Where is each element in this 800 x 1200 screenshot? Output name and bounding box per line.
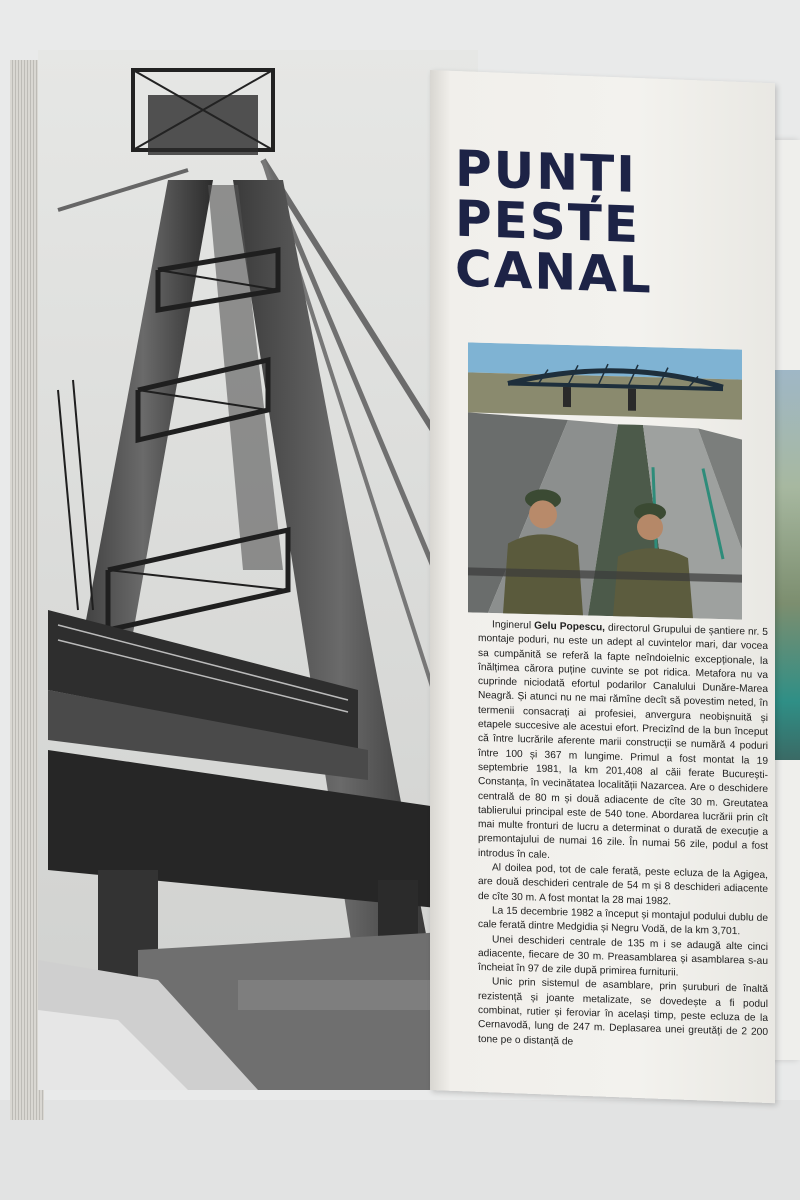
paragraph-1 (478, 618, 768, 869)
canal-lock-illustration (468, 342, 742, 619)
engineer-name: Gelu Popescu, (534, 620, 606, 634)
paragraph-5: Unic prin sistemul de asamblare, prin șuruburi de înaltă rezistență și joante metalizate, se dovedește a fi podul combinat, rutier și feroviar în același timp, peste ecluza de la Cernavodă, lung de 247 m. Deplasarea unei greutăți de 2 200 tone pe o distanță de (478, 976, 768, 1048)
article-title (455, 139, 705, 305)
title-line-1: PUNȚI (455, 139, 637, 204)
title-line-3: CANAL (455, 239, 653, 305)
paragraph-4: Unei deschideri centrale de 135 m i se adaugă alte cinci adiacente, fiecare de 30 m. Preasamblarea și asamblarea s-au încheiat în 97 de zile după primirea furniturii. (478, 933, 768, 979)
paragraph-1-text: directorul Grupului de șantiere nr. 5 montaje poduri, nu este un adept al cuvintelor mari, dar vocea sa cumpănită se referă la fapte neîndoielnic excepționale, la înălțimea cărora puține cuvinte se pot ridica. Metafora nu va cuprinde niciodată efortul podarilor Canalului Dunăre-Marea Neagră. Și atunci nu ne mai rămîne decît să povestim neted, în termenii consacrați ai profesiei, anvergura neobișnuită și etapele succesive ale acestui efort. Precizînd de la bun început că între lucrările aferente marii construcții se numără 4 poduri între 100 și 367 m lungime. Primul a fost montat la 19 septembrie 1981, la km 201,408 al căii ferate București-Constanța, în vecinătatea localității Nazarcea. Are o deschidere centrală de 80 m și două adiacente de cîte 30 m. Greutatea tablierului principal este de 540 tone. Abordarea lucrării prin cît mai multe fronturi de lucru a determinat o durată de execuție a premontajului de numai 16 zile. În numai 56 zile, podul a fost introdus în cale. (478, 622, 768, 861)
canal-lock-photo (468, 342, 742, 619)
article-body (478, 618, 768, 1055)
paragraph-1-lead: Inginerul (492, 619, 535, 632)
bridge-pylon-illustration (38, 50, 478, 1090)
title-line-2: PESTE (455, 189, 641, 255)
table-surface (0, 1100, 800, 1200)
paragraph-3: La 15 decembrie 1982 a început și montajul podului dublu de cale ferată dintre Medgidia și Negru Vodă, de la km 3,701. (478, 905, 768, 938)
paragraph-2: Al doilea pod, tot de cale ferată, peste ecluza de la Agigea, are două deschideri centrale de 54 m și 8 deschideri adiacente de cîte 30 m. A fost montat la 28 mai 1982. (478, 862, 768, 907)
bridge-pylon-photo (38, 50, 478, 1090)
